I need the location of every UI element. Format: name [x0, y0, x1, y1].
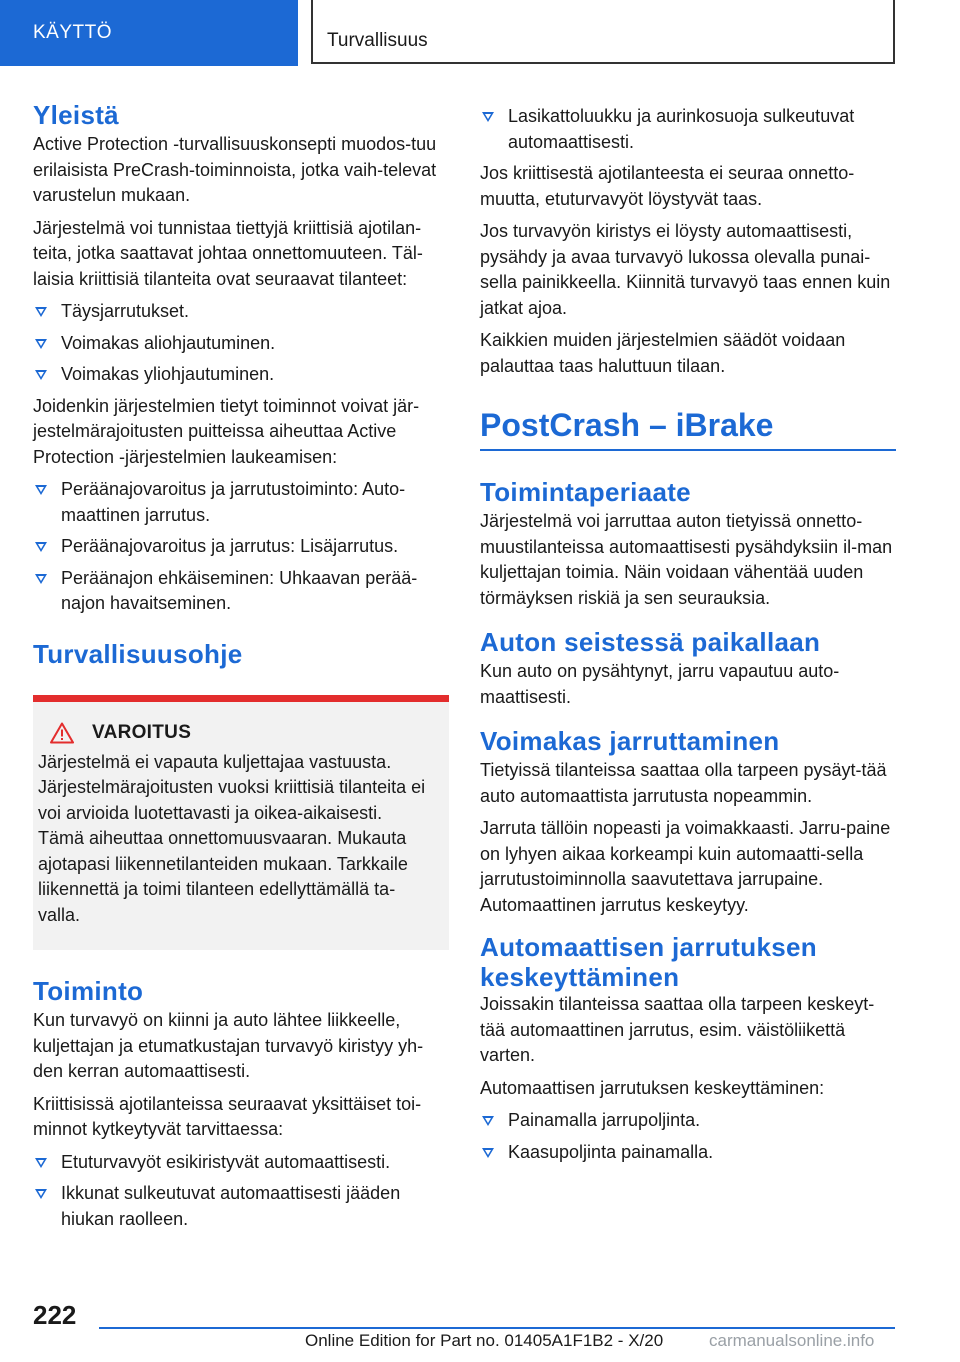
paragraph: Active Protection -turvallisuuskonsepti muodos-tuu erilaisista PreCrash-toiminnoista, jotka vaih-televat varustelun mukaan.: [33, 134, 437, 205]
paragraph: Automaattisen jarrutuksen keskeyttäminen:: [480, 1077, 825, 1098]
bullet-list: [33, 477, 449, 617]
warning-text: Järjestelmä ei vapauta kuljettajaa vastuusta. Järjestelmärajoitusten vuoksi kriittisiä tilanteita ei voi arvioida luotettavasti ja oikea-aikaisesti. Tämä aiheuttaa onnettomuusvaaran. Mukauta ajotapasi liikennetilanteiden mukaan. Tarkkaile liikennettä ja toimi tilanteen edellyttämällä ta-valla.: [38, 751, 426, 925]
list-item: Peräänajon ehkäiseminen: Uhkaavan perää-najon havaitseminen.: [33, 566, 449, 617]
heading-postcrash: PostCrash – iBrake: [480, 407, 774, 443]
bullet-list: [33, 299, 449, 388]
page-footer: [0, 1290, 960, 1362]
page-number: 222: [33, 1300, 77, 1330]
heading-toimintaperiaate: Toimintaperiaate: [480, 477, 691, 507]
triangle-bullet-icon: [35, 574, 47, 584]
triangle-bullet-icon: [35, 485, 47, 495]
paragraph: Kun auto on pysähtynyt, jarru vapautuu auto-maattisesti.: [480, 661, 840, 707]
section-tab: KÄYTTÖ: [0, 0, 298, 66]
warning-title: VAROITUS: [38, 722, 427, 744]
triangle-bullet-icon: [482, 1116, 494, 1126]
heading-toiminto: Toiminto: [33, 976, 144, 1006]
triangle-bullet-icon: [35, 542, 47, 552]
list-item: Ikkunat sulkeutuvat automaattisesti jääden hiukan raolleen.: [33, 1181, 449, 1232]
paragraph: Kaikkien muiden järjestelmien säädöt voidaan palauttaa taas haluttuun tilaan.: [480, 330, 846, 376]
triangle-bullet-icon: [35, 1189, 47, 1199]
paragraph: Jos kriittisestä ajotilanteesta ei seuraa onnetto-muutta, etuturvavyöt löystyvät taas.: [480, 163, 855, 209]
warning-triangle-icon: [50, 722, 74, 744]
triangle-bullet-icon: [35, 1158, 47, 1168]
list-item: Peräänajovaroitus ja jarrutus: Lisäjarrutus.: [33, 534, 449, 560]
warning-box: [33, 695, 449, 951]
edition-text: Online Edition for Part no. 01405A1F1B2 - X/20: [305, 1331, 664, 1350]
bullet-list: [33, 1150, 449, 1233]
paragraph: Tietyissä tilanteissa saattaa olla tarpeen pysäyt-tää auto automaattista jarrutusta nopeammin.: [480, 760, 887, 806]
right-column: [480, 104, 896, 1171]
triangle-bullet-icon: [35, 307, 47, 317]
heading-seistessa: Auton seistessä paikallaan: [480, 627, 821, 657]
paragraph: Kriittisissä ajotilanteissa seuraavat yksittäiset toi-minnot kytkeytyvät tarvittaessa:: [33, 1093, 422, 1139]
paragraph: Joissakin tilanteissa saattaa olla tarpeen keskeyt-tää automaattinen jarrutus, esim. väistöliikettä varten.: [480, 994, 875, 1065]
list-item: Etuturvavyöt esikiristyvät automaattisesti.: [33, 1150, 449, 1176]
paragraph: Kun turvavyö on kiinni ja auto lähtee liikkeelle, kuljettajan ja etumatkustajan turvavyö kiristyy yh-den kerran automaattisesti.: [33, 1010, 424, 1081]
watermark-text: carmanualsonline.info: [705, 1331, 874, 1351]
paragraph: Jos turvavyön kiristys ei löysty automaattisesti, pysähdy ja avaa turvavyö lukossa olevalla punai-sella painikkeella. Kiinnitä turvavyö taas ennen kuin jatkat ajoa.: [480, 221, 891, 318]
heading-yleista: Yleistä: [33, 100, 119, 130]
heading-voimakas: Voimakas jarruttaminen: [480, 726, 780, 756]
paragraph: Jarruta tällöin nopeasti ja voimakkaasti. Jarru-paine on lyhyen aikaa korkeampi kuin automaatti-sella jarrutustoiminnolla saavutettava jarrupaine. Automaattinen jarrutus keskeytyy.: [480, 818, 891, 915]
list-item: Voimakas aliohjautuminen.: [33, 331, 449, 357]
bullet-list: [480, 104, 896, 155]
triangle-bullet-icon: [35, 339, 47, 349]
list-item: Kaasupoljinta painamalla.: [480, 1140, 896, 1166]
list-item: Lasikattoluukku ja aurinkosuoja sulkeutuvat automaattisesti.: [480, 104, 896, 155]
triangle-bullet-icon: [482, 1148, 494, 1158]
paragraph: Järjestelmä voi tunnistaa tiettyjä kriittisiä ajotilan-teita, jotka saattavat johtaa onnettomuuteen. Täl-laisia kriittisiä tilanteita ovat seuraavat tilanteet:: [33, 217, 423, 289]
chapter-title: Turvallisuus: [311, 0, 895, 64]
left-column: [33, 98, 449, 1238]
triangle-bullet-icon: [482, 112, 494, 122]
triangle-bullet-icon: [35, 370, 47, 380]
heading-keskeytys: Automaattisen jarrutuksen keskeyttäminen: [480, 932, 817, 992]
footer-rule: [99, 1327, 895, 1329]
list-item: Voimakas yliohjautuminen.: [33, 362, 449, 388]
page-header: [0, 0, 960, 66]
paragraph: Järjestelmä voi jarruttaa auton tietyissä onnetto-muustilanteissa automaattisesti pysähdyksiin il-man kuljettajan toimia. Näin voidaan vähentää uuden törmäyksen riskiä ja sen seurauksia.: [480, 511, 893, 608]
list-item: Täysjarrutukset.: [33, 299, 449, 325]
bullet-list: [480, 1108, 896, 1165]
heading-turvallisuusohje: Turvallisuusohje: [33, 638, 243, 669]
list-item: Peräänajovaroitus ja jarrutustoiminto: Auto-maattinen jarrutus.: [33, 477, 449, 528]
paragraph: Joidenkin järjestelmien tietyt toiminnot voivat jär-jestelmärajoitusten puitteissa aiheuttaa Active Protection -järjestelmien laukeamisen:: [33, 395, 420, 467]
list-item: Painamalla jarrupoljinta.: [480, 1108, 896, 1134]
